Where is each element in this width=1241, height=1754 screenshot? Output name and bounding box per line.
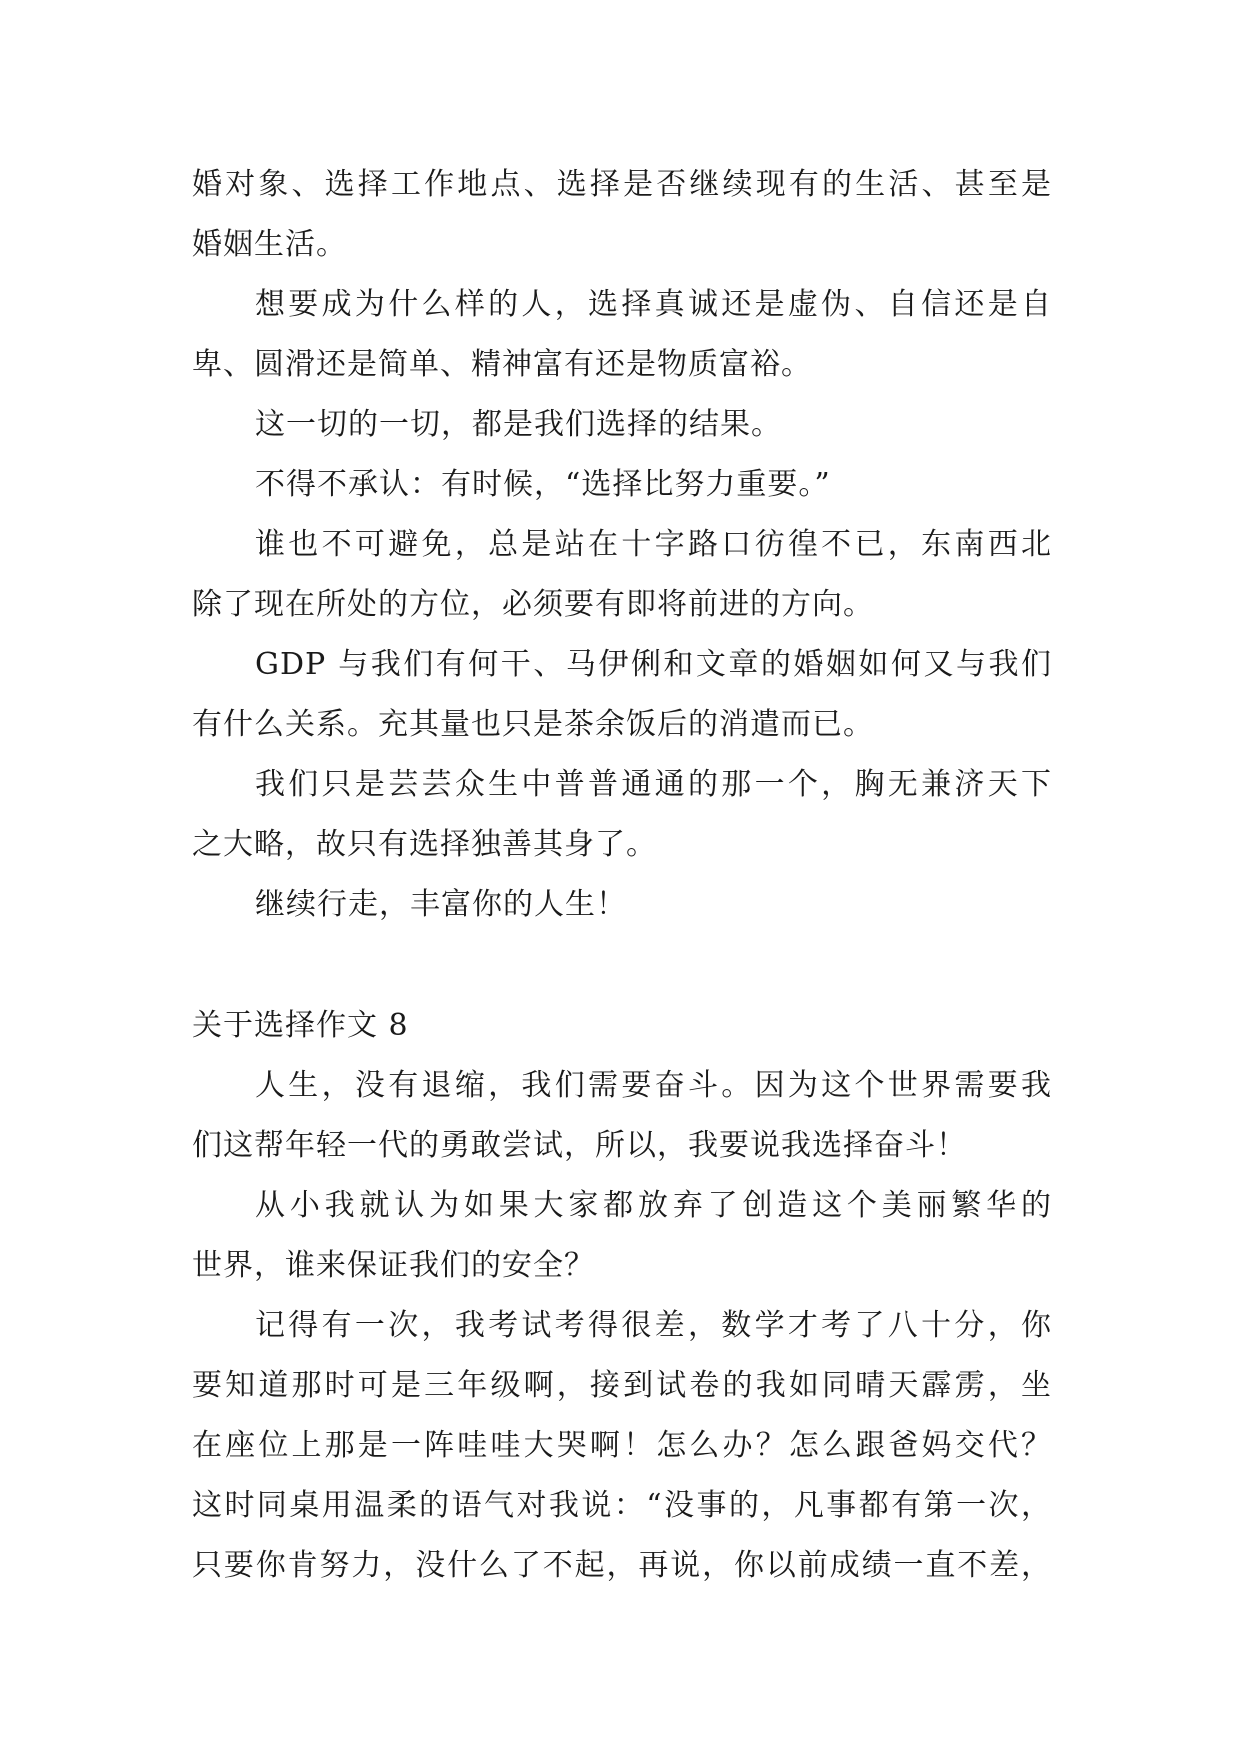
text-line: 婚姻生活。	[192, 227, 347, 262]
text-line: 不得不承认：有时候，“选择比努力重要。”	[255, 467, 831, 502]
text-line: 卑、圆滑还是简单、精神富有还是物质富裕。	[192, 347, 812, 382]
section-title: 关于选择作文 8	[192, 1008, 409, 1043]
paragraph	[192, 515, 1052, 635]
section-spacer	[192, 935, 1052, 996]
text-line: 们这帮年轻一代的勇敢尝试，所以，我要说我选择奋斗！	[192, 1128, 967, 1163]
text-line: 这时同桌用温柔的语气对我说：“没事的，凡事都有第一次，	[192, 1488, 1052, 1523]
text-line: 谁也不可避免，总是站在十字路口彷徨不已，东南西北	[255, 527, 1052, 562]
text-line: 之大略，故只有选择独善其身了。	[192, 827, 657, 862]
text-line: 只要你肯努力，没什么了不起，再说，你以前成绩一直不差，	[192, 1548, 1052, 1583]
text-line: 人生，没有退缩，我们需要奋斗。因为这个世界需要我	[255, 1068, 1052, 1103]
paragraph	[192, 1296, 1052, 1596]
paragraph	[192, 155, 1052, 275]
text-line: 从小我就认为如果大家都放弃了创造这个美丽繁华的	[255, 1188, 1052, 1223]
paragraph	[192, 395, 1052, 455]
text-line: 世界，谁来保证我们的安全？	[192, 1248, 595, 1283]
paragraph	[192, 875, 1052, 935]
text-line: GDP 与我们有何干、马伊俐和文章的婚姻如何又与我们	[255, 647, 1052, 682]
text-line: 我们只是芸芸众生中普普通通的那一个，胸无兼济天下	[255, 767, 1052, 802]
paragraph	[192, 275, 1052, 395]
text-line: 在座位上那是一阵哇哇大哭啊！怎么办？怎么跟爸妈交代？	[192, 1428, 1052, 1463]
text-line: 这一切的一切，都是我们选择的结果。	[255, 407, 782, 442]
text-line: 要知道那时可是三年级啊，接到试卷的我如同晴天霹雳，坐	[192, 1368, 1052, 1403]
paragraph	[192, 1176, 1052, 1296]
paragraph	[192, 755, 1052, 875]
text-line: 想要成为什么样的人，选择真诚还是虚伪、自信还是自	[255, 287, 1052, 322]
paragraph	[192, 635, 1052, 755]
paragraph	[192, 1056, 1052, 1176]
text-line: 有什么关系。充其量也只是茶余饭后的消遣而已。	[192, 707, 874, 742]
text-line: 继续行走，丰富你的人生！	[255, 887, 627, 922]
text-line: 婚对象、选择工作地点、选择是否继续现有的生活、甚至是	[192, 167, 1052, 202]
text-line: 记得有一次，我考试考得很差，数学才考了八十分，你	[255, 1308, 1052, 1343]
document-body	[192, 155, 1052, 1596]
paragraph	[192, 455, 1052, 515]
text-line: 除了现在所处的方位，必须要有即将前进的方向。	[192, 587, 874, 622]
